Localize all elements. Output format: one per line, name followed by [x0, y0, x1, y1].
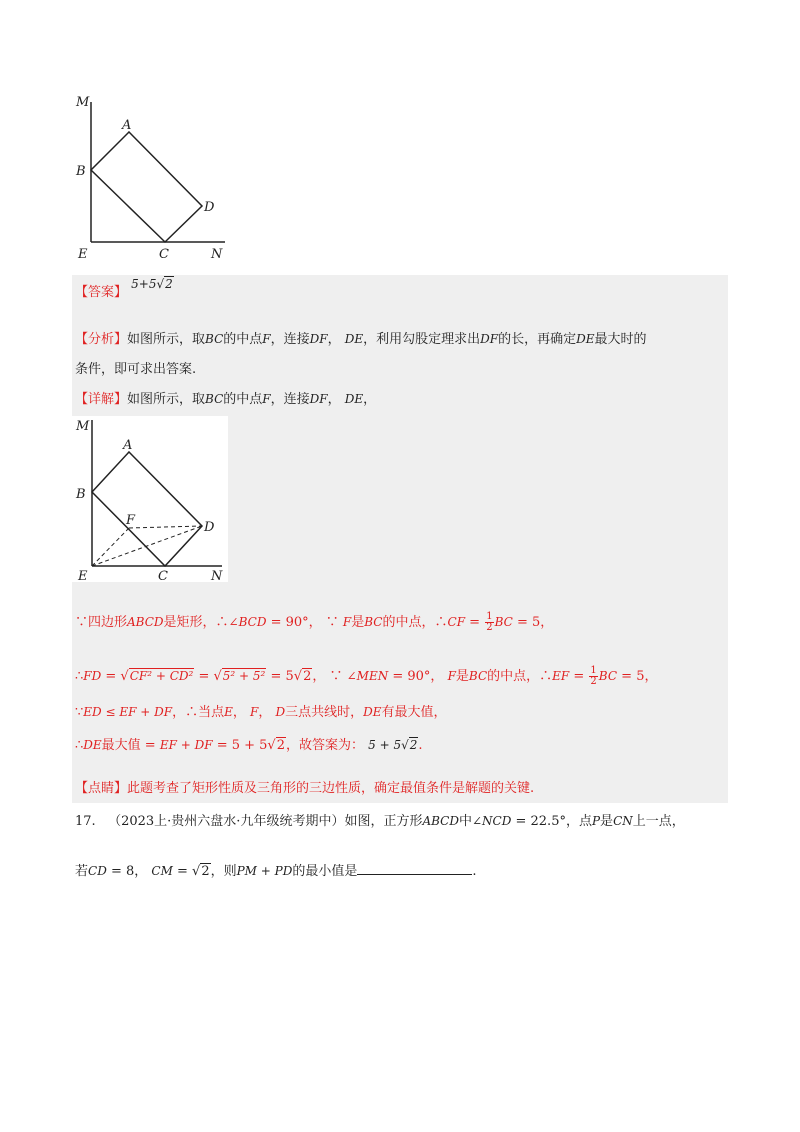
solution-step-1: ∵四边形ABCD是矩形，∴∠BCD = 90°， ∵ F是BC的中点，∴CF = $\frac{1}{2}$ BC = 5， — [75, 611, 554, 633]
answer-blank[interactable] — [357, 862, 472, 875]
solution-step-3: ∵ED ≤ EF + DF，∴当点E， F， D三点共线时，DE有最大值， — [75, 705, 447, 720]
label-m: M — [76, 95, 90, 110]
comment-line: 【点睛】此题考查了矩形性质及三角形的三边性质，确定最值条件是解题的关键. — [75, 781, 535, 796]
answer-tag: 【答案】 — [75, 285, 128, 300]
analysis-line-2: 条件，即可求出答案. — [75, 362, 197, 377]
question-17-line-1: 17. （2023上·贵州六盘水·九年级统考期中）如图，正方形ABCD中∠NCD = 22.5°，点P是CN上一点， — [75, 814, 685, 829]
label-a: A — [122, 118, 132, 133]
analysis-line-1: 【分析】如图所示，取BC的中点F，连接DF， DE，利用勾股定理求出DF的长，再确定DE最大时的 — [75, 332, 647, 347]
question-17-line-2: 若CD = 8， CM = √2，则PM + PD的最小值是 . — [75, 864, 477, 879]
solution-step-4: ∴DE最大值 = EF + DF = 5 + 5√2，故答案为： 5 + 5√2. — [75, 738, 423, 753]
detail-line: 【详解】如图所示，取BC的中点F，连接DF， DE， — [75, 392, 377, 407]
svg-text:N: N — [211, 569, 223, 582]
label-n: N — [211, 247, 223, 262]
figure-2 — [72, 416, 228, 582]
answer-line — [75, 277, 174, 302]
svg-text:A: A — [123, 438, 133, 453]
svg-text:E: E — [78, 569, 88, 582]
svg-text:F: F — [126, 513, 136, 528]
svg-text:C: C — [158, 569, 168, 582]
figure-1 — [70, 90, 240, 265]
rectangle-abcd — [91, 132, 202, 242]
solution-step-2: ∴FD = √CF² + CD² = √5² + 5² = 5√2， ∵ ∠MEN = 90°， F是BC的中点，∴EF = $\frac{1}{2}$ BC = 5， — [75, 665, 658, 687]
svg-text:M: M — [76, 419, 90, 434]
label-d: D — [204, 200, 215, 215]
label-b: B — [76, 164, 86, 179]
label-c: C — [159, 247, 169, 262]
answer-value: 5+5√2 — [131, 277, 173, 291]
label-e: E — [78, 247, 88, 262]
svg-text:D: D — [204, 520, 215, 535]
svg-text:B: B — [76, 487, 86, 502]
